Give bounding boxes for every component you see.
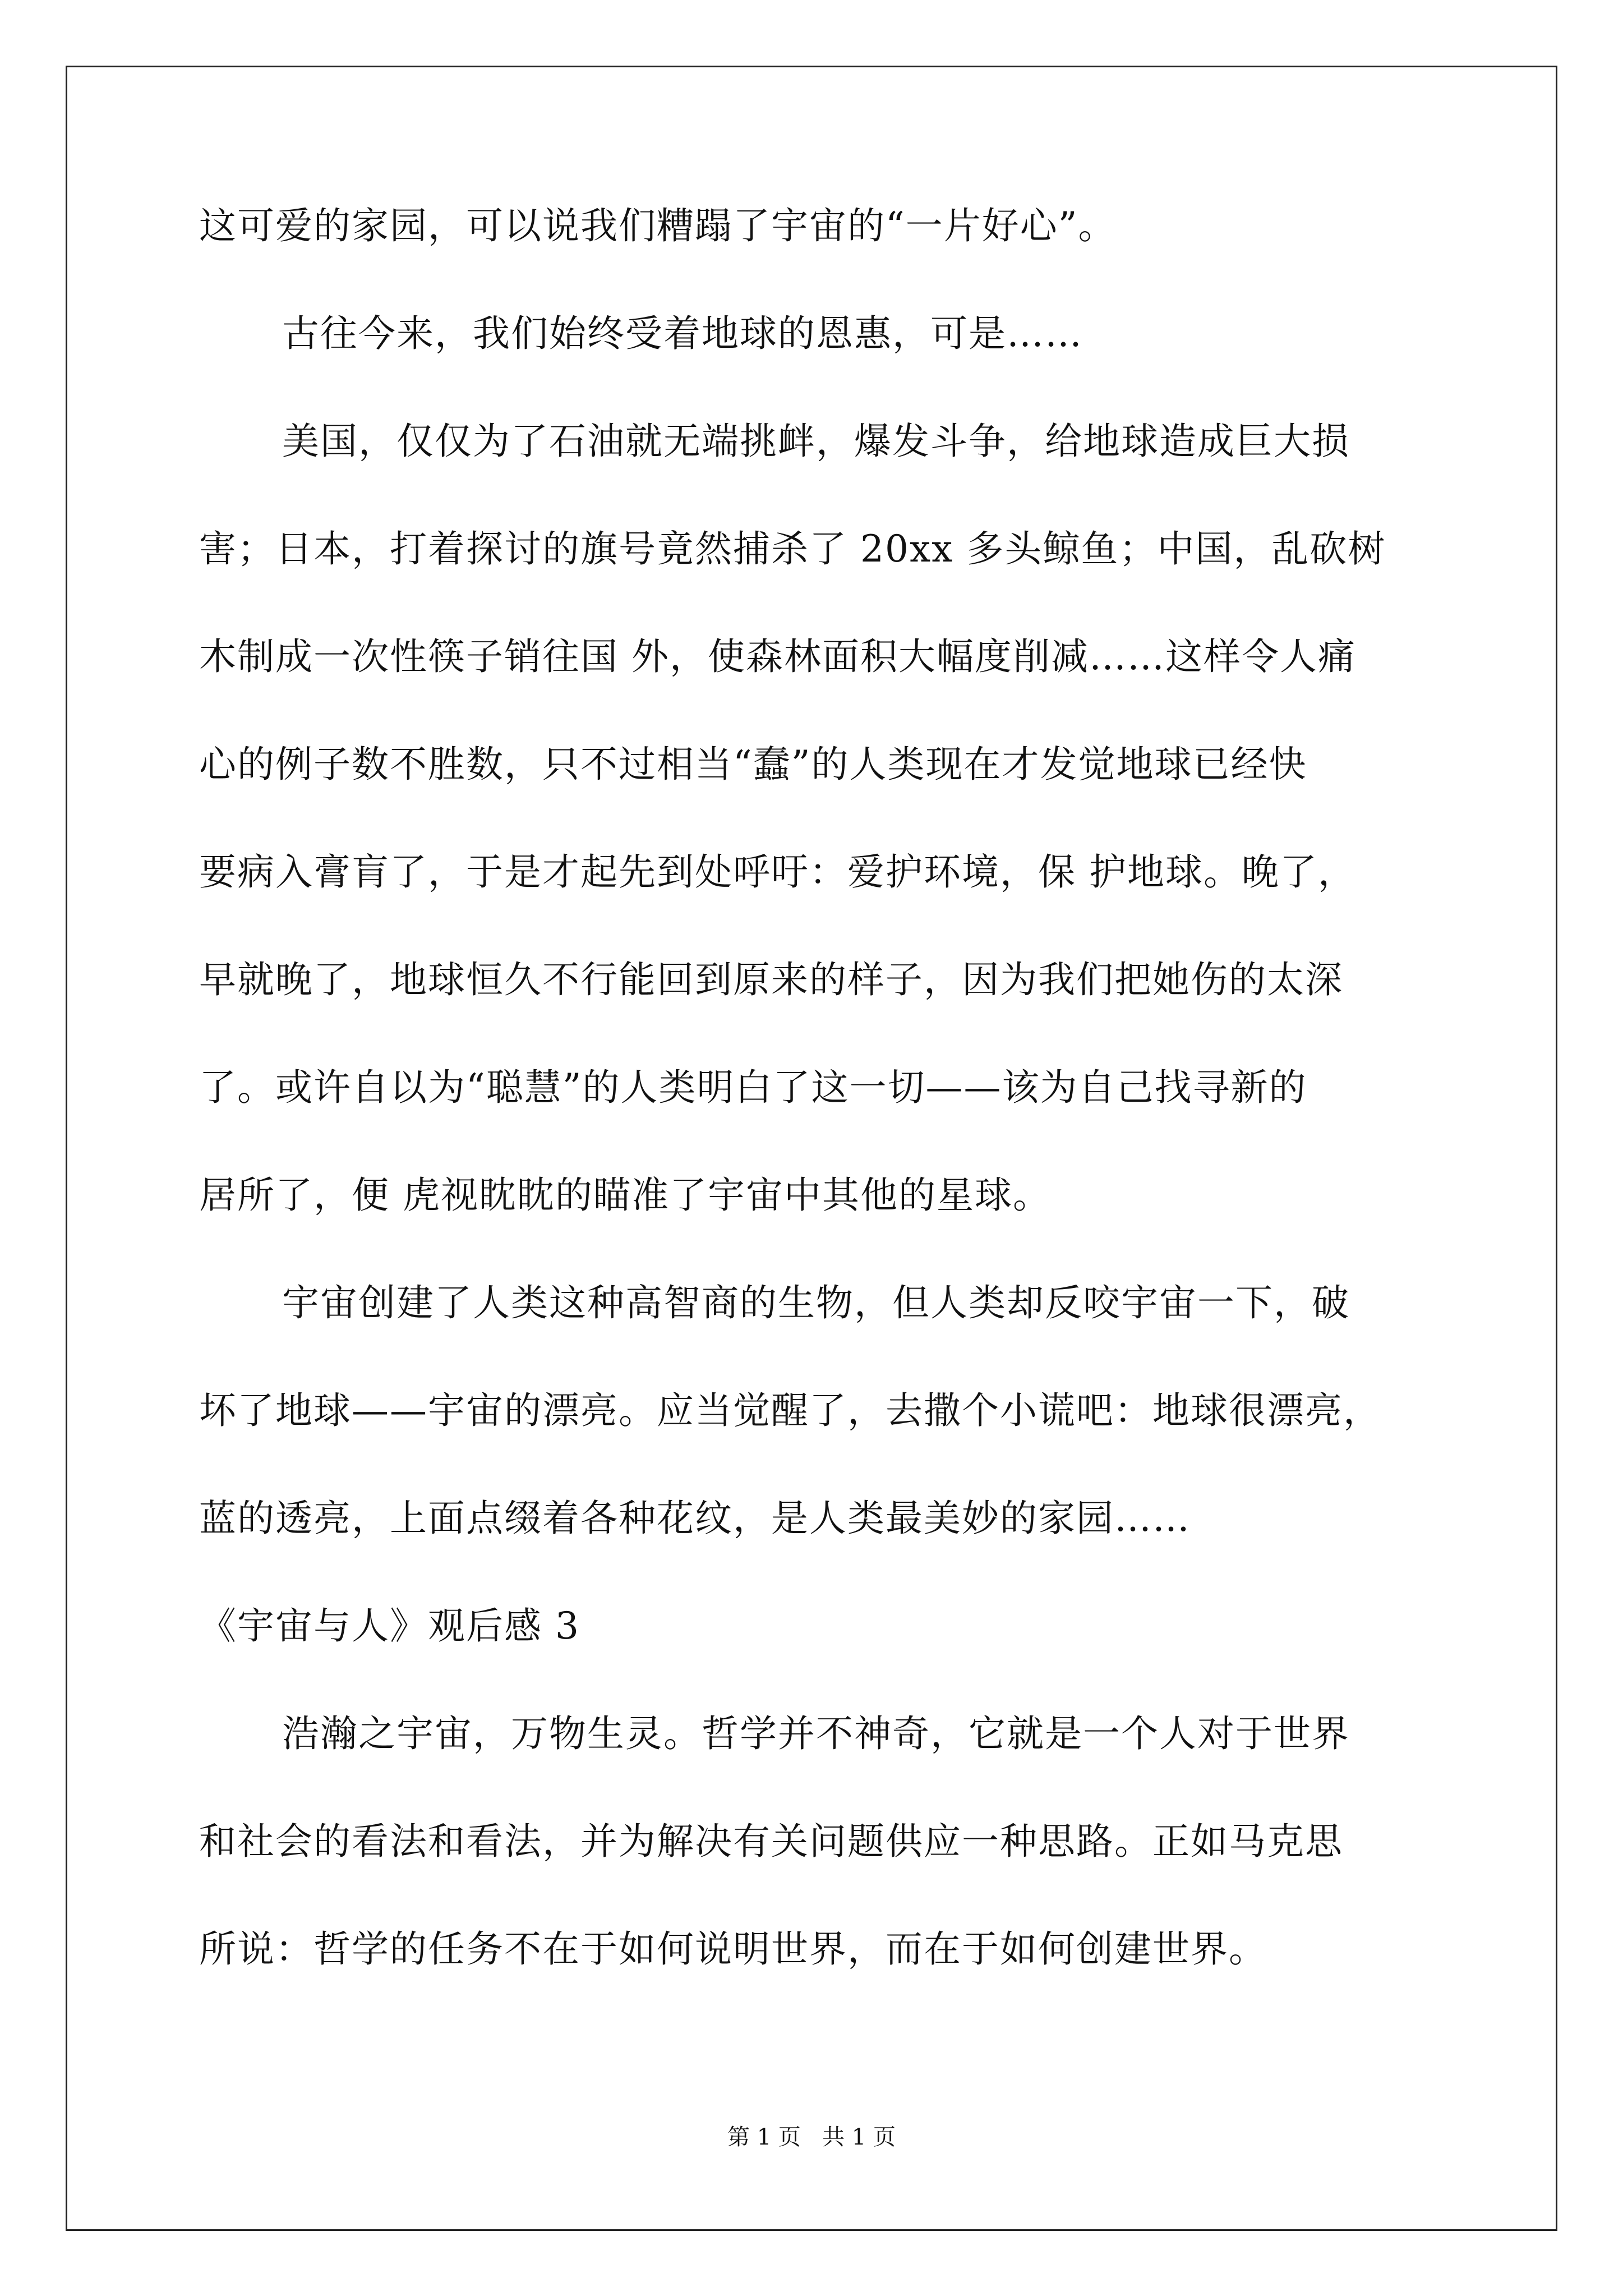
section-heading: 《宇宙与人》观后感 3 — [199, 1604, 580, 1648]
text-line: 居所了，便 虎视眈眈的瞄准了宇宙中其他的星球。 — [199, 1174, 1051, 1217]
text-line: 古往今来，我们始终受着地球的恩惠，可是…… — [282, 312, 1083, 355]
text-line: 这可爱的家园，可以说我们糟蹋了宇宙的“一片好心”。 — [199, 204, 1117, 247]
text-line: 和社会的看法和看法，并为解决有关问题供应一种思路。正如马克思 — [199, 1820, 1343, 1863]
text-line: 所说：哲学的任务不在于如何说明世界，而在于如何创建世界。 — [199, 1927, 1267, 1971]
text-line: 宇宙创建了人类这种高智商的生物，但人类却反咬宇宙一下，破 — [282, 1281, 1350, 1324]
text-line: 坏了地球——宇宙的漂亮。应当觉醒了，去撒个小谎吧：地球很漂亮， — [199, 1389, 1381, 1432]
text-line: 了。或许自以为“聪慧”的人类明白了这一切——该为自己找寻新的 — [199, 1066, 1307, 1109]
text-line: 美国，仅仅为了石油就无端挑衅，爆发斗争，给地球造成巨大损 — [282, 420, 1350, 463]
text-line: 心的例子数不胜数，只不过相当“蠢”的人类现在才发觉地球已经快 — [199, 743, 1307, 786]
text-line: 早就晚了，地球恒久不行能回到原来的样子，因为我们把她伤的太深 — [199, 958, 1343, 1001]
document-body — [199, 204, 1467, 2039]
page-total: 共 1 页 — [822, 2124, 896, 2150]
text-line: 浩瀚之宇宙，万物生灵。哲学并不神奇，它就是一个人对于世界 — [282, 1712, 1350, 1755]
page-footer — [0, 2126, 1623, 2148]
text-line: 木制成一次性筷子销往国 外，使森林面积大幅度削减……这样令人痛 — [199, 635, 1356, 678]
text-line: 要病入膏肓了，于是才起先到处呼吁：爱护环境，保 护地球。晚了， — [199, 850, 1356, 894]
page-number: 第 1 页 — [727, 2124, 801, 2150]
text-line: 蓝的透亮，上面点缀着各种花纹，是人类最美妙的家园…… — [199, 1497, 1191, 1540]
text-line: 害；日本，打着探讨的旗号竟然捕杀了 20xx 多头鲸鱼；中国，乱砍树 — [199, 527, 1386, 570]
